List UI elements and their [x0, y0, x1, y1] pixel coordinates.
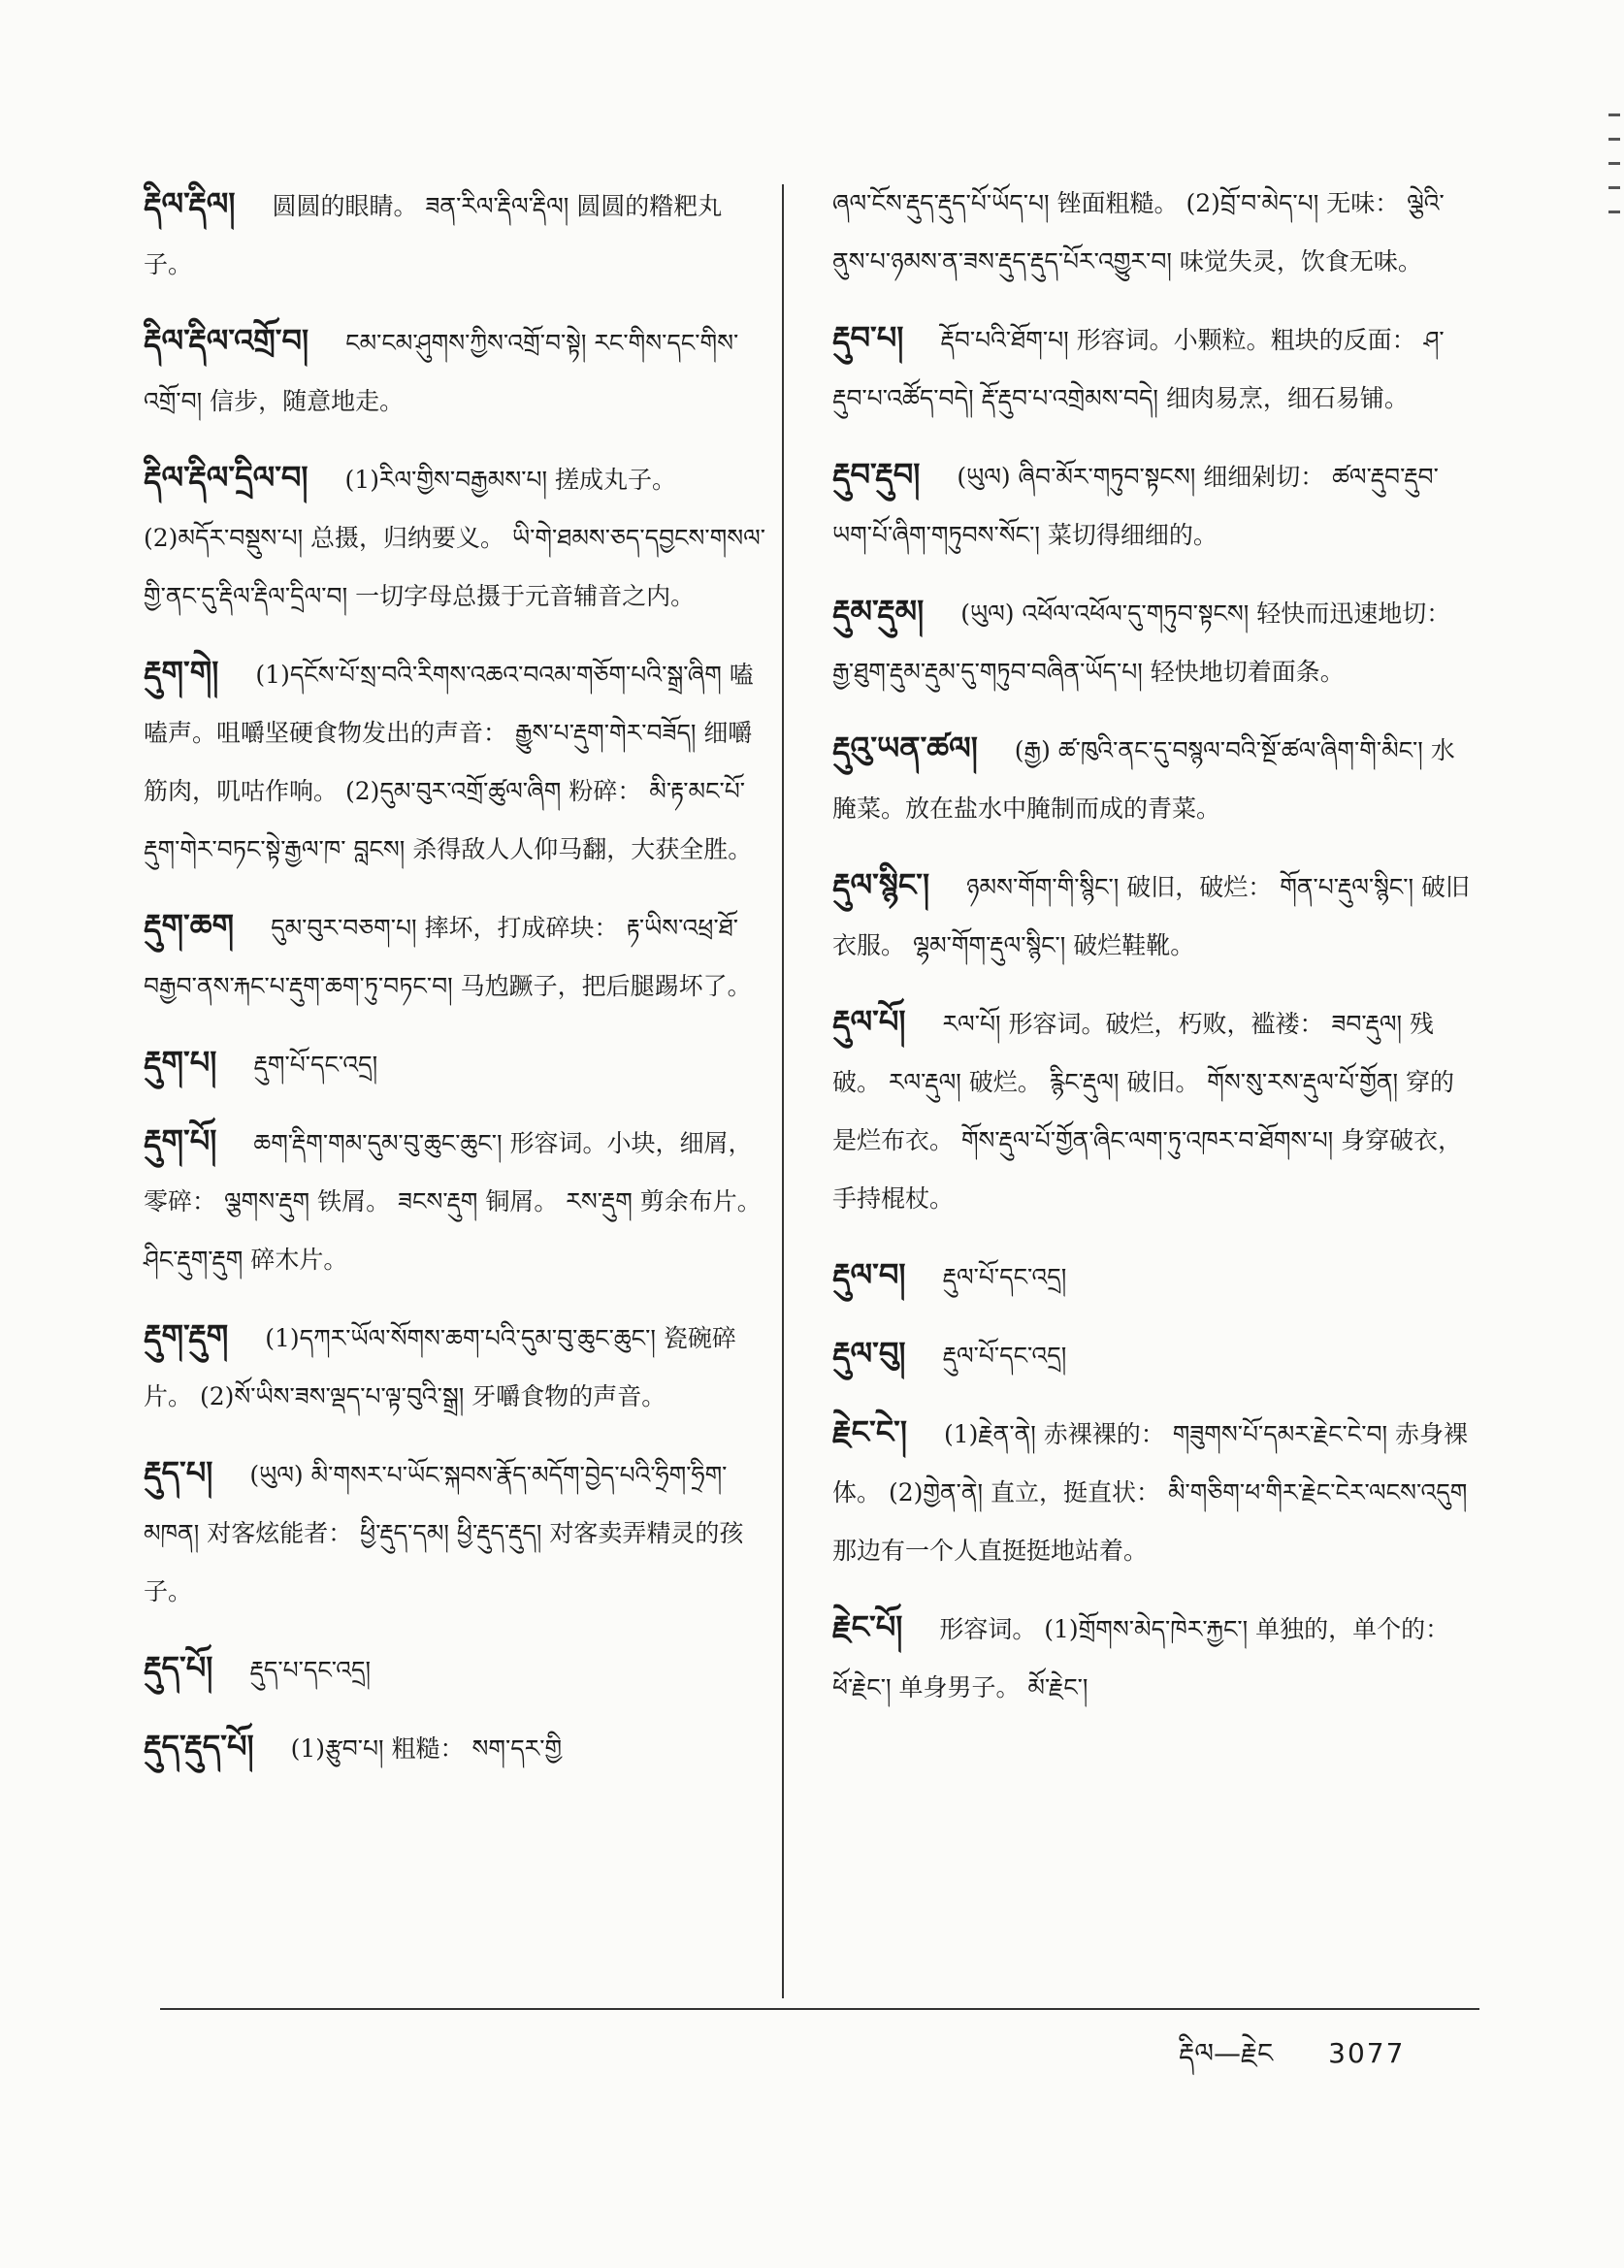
headword: རྡིལ་རྡིལ་དྲིལ་བ།: [144, 459, 309, 496]
dictionary-entry: [144, 643, 769, 879]
definition: རལ་པོ། 形容词。破烂，朽败，褴褛： ཟབ་རྡུལ། 残破。 རལ་རྡུལ། 破烂。 རྙིང་རྡུལ། 破旧。 གོས་སུ་རས་རྡུལ་པོ་གྱོན། 穿的是烂布衣。 གོས་རྡུལ་པོ་གྱོན་ཞིང་ལག་ཏུ་འཁར་བ་ཐོགས་པ། 身穿破衣，手持棍杖。: [832, 1010, 1463, 1213]
dictionary-entry: [832, 582, 1473, 701]
definition: ངམ་ངམ་ཤུགས་ཀྱིས་འགྲོ་བ་སྟེ། རང་གིས་དང་གིས་འགྲོ་བ། 信步，随意地走。: [144, 329, 739, 415]
definition: དུམ་བུར་བཅག་པ། 摔坏，打成碎块： རྟ་ཡིས་འཕྲ་ཐོ་བརྒྱབ་ནས་རྐང་པ་རྡུག་ཆག་ཏུ་བཏང་བ། 马尥蹶子，把后腿踢坏了。: [144, 914, 752, 1000]
dictionary-entry: [144, 175, 769, 294]
headword: རྡུམ་རྡུམ།: [832, 593, 925, 630]
definition: རྡུལ་པོ་དང་འདྲ།: [942, 1263, 1067, 1291]
dictionary-entry: [144, 1638, 769, 1700]
definition: 形容词。 (1)གྲོགས་མེད་ཁེར་རྐྱང་། 单独的，单个的： ཕོ་རྗེང་། 单身男子。 མོ་རྗེང་།: [832, 1615, 1450, 1701]
definition: ཆག་རྡིག་གམ་དུམ་བུ་ཆུང་ཆུང་། 形容词。小块，细屑，零碎： ལྕགས་རྡུག 铁屑。 ཟངས་རྡུག 铜屑。 རས་རྡུག 剪余布片。 ཤིང་རྡུག་རྡུག 碎木片。: [144, 1129, 762, 1274]
dictionary-entry: [832, 308, 1473, 428]
dictionary-entry: [832, 1324, 1473, 1385]
definition: རྡུལ་པོ་དང་འདྲ།: [942, 1342, 1067, 1370]
dictionary-entry: [144, 1307, 769, 1426]
dictionary-entry: [144, 1033, 769, 1094]
headword: རྡུལ་པོ།: [832, 1003, 906, 1040]
page-footer: [1179, 2023, 1405, 2099]
right-column: [832, 175, 1473, 1734]
dictionary-entry: [832, 856, 1473, 975]
definition: ཉམས་གོག་གི་སྙིང་། 破旧，破烂： གོན་པ་རྡུལ་སྙིང་། 破旧衣服。 ལྷམ་གོག་རྡུལ་སྙིང་། 破烂鞋靴。: [832, 873, 1470, 959]
headword: རྡིལ་རྡིལ།: [144, 185, 236, 222]
definition: (1)དཀར་ཡོལ་སོགས་ཆག་པའི་དུམ་བུ་ཆུང་ཆུང་། 瓷碗碎片。 (2)སོ་ཡིས་ཟས་ལྡད་པ་ལྟ་བུའི་སྒྲ། 牙嚼食物的声音。: [144, 1324, 736, 1410]
definition: 圆圆的眼睛。 ཟན་རིལ་རྡིལ་རྡིལ། 圆圆的糌粑丸子。: [144, 192, 723, 278]
headword: རྡུལ་བ།: [832, 1256, 906, 1293]
definition: (1)རིལ་གྱིས་བརྒྱམས་པ། 搓成丸子。 (2)མདོར་བསྡུས་པ། 总摄，归纳要义。 ཡི་གེ་ཐམས་ཅད་དབྱངས་གསལ་གྱི་ནང་དུ་རྡིལ་རྡིལ་དྲིལ་བ། 一切字母总摄于元音辅音之内。: [144, 466, 766, 610]
headword: རྡུལ་བུ།: [832, 1335, 906, 1372]
headword: རྡུད་པོ།: [144, 1649, 213, 1686]
definition: རྡུད་པ་དང་འདྲ།: [249, 1656, 372, 1684]
definition: རྡོབ་པའི་ཐོག་པ། 形容词。小颗粒。粗块的反面： ཤ་རྡུབ་པ་འཚོད་བདེ། རྡོ་རྡུབ་པ་འགྲེམས་བདེ། 细肉易烹，细石易铺。: [832, 326, 1445, 412]
definition: (ཡུལ) འཕོལ་འཕོལ་དུ་གཏུབ་སྟངས། 轻快而迅速地切： རྒྱ་ཐུག་རྡུམ་རྡུམ་དུ་གཏུབ་བཞིན་ཡོད་པ། 轻快地切着面条。: [832, 599, 1451, 686]
page-number: 3077: [1328, 2037, 1406, 2069]
headword: རྡུག་གེ།: [144, 654, 219, 691]
dictionary-entry: [144, 1112, 769, 1289]
headword: རྡུག་ཆག: [144, 907, 235, 944]
headword: རྡུབ་པ།: [832, 319, 904, 356]
definition: རྡུག་པོ་དང་འདྲ།: [253, 1051, 378, 1079]
column-divider: [782, 184, 784, 1998]
definition: (རྒྱ) ཚ་ཁུའི་ནང་དུ་བསྙལ་བའི་སྔོ་ཚལ་ཞིག་གི་མིང་། 水腌菜。放在盐水中腌制而成的青菜。: [832, 736, 1455, 823]
dictionary-entry: [832, 175, 1473, 291]
dictionary-entry: [144, 896, 769, 1016]
definition: (1)རྗེན་ནེ། 赤裸裸的： གཟུགས་པོ་དམར་རྗེང་ངེ་བ། 赤身裸体。 (2)གྱེན་ནེ། 直立，挺直状： མི་གཅིག་ཕ་གིར་རྗེང་ངེར་ལངས་འདུག 那边有一个人直挺挺地站着。: [832, 1420, 1469, 1565]
page-range: རྡིལ—རྗེང: [1179, 2037, 1274, 2069]
definition: ཞལ་ངོས་རྡུད་རྡུད་པོ་ཡོད་པ། 锉面粗糙。 (2)བྲོ་བ་མེད་པ། 无味： ལྕེའི་ནུས་པ་ཉམས་ན་ཟས་རྡུད་རྡུད་པོར་འགྱུར་བ། 味觉失灵，饮食无味。: [832, 189, 1445, 275]
headword: རྡུག་པོ།: [144, 1122, 217, 1159]
definition: (1)རྩུབ་པ། 粗糙： སག་དར་གྱི: [290, 1734, 563, 1763]
headword: རྡུག་པ།: [144, 1044, 217, 1081]
headword: རྗེང་པོ།: [832, 1608, 903, 1645]
dictionary-entry: [832, 719, 1473, 838]
headword: རྗེང་ངེ་།: [832, 1413, 907, 1450]
dictionary-entry: [144, 311, 769, 431]
headword: རྡིལ་རྡིལ་འགྲོ་བ།: [144, 322, 309, 359]
footer-rule: [160, 2008, 1479, 2010]
dictionary-entry: [832, 1246, 1473, 1307]
definition: (1)དངོས་པོ་སྲ་བའི་རིགས་འཆའ་བའམ་གཅོག་པའི་སྒྲ་ཞིག 嗑嗑声。咀嚼坚硬食物发出的声音： རྒྱུས་པ་རྡུག་གེར་བཟོད། 细嚼筋肉，叽咕作响。 (2)དུམ་བུར་འགྲོ་ཚུལ་ཞིག 粉碎： མི་རྟ་མང་པོ་རྡུག་གེར་བཏང་སྟེ་རྒྱལ་ཁ་ བླངས། 杀得敌人人仰马翻，大获全胜。: [144, 661, 754, 863]
dictionary-entry: [832, 992, 1473, 1228]
dictionary-entry: [832, 1403, 1473, 1580]
headword: རྡུག་རྡུག: [144, 1317, 229, 1354]
margin-marks: [1603, 92, 1624, 577]
headword: རྡུལ་སྙིང་།: [832, 866, 930, 903]
definition: (ཡུལ) མི་གསར་པ་ཡོང་སྐབས་རྣོད་མདོག་བྱེད་པའི་ཧྲིག་ཧྲིག་མཁན། 对客炫能者： ཕྱི་རྡུད་དམ། ཕྱི་རྡུད་རྡུད། 对客卖弄精灵的孩子。: [144, 1461, 744, 1605]
definition: (ཡུལ) ཞིབ་མོར་གཏུབ་སྟངས། 细细剁切： ཚལ་རྡུབ་རྡུབ་ཡག་པོ་ཞིག་གཏུབས་སོང་། 菜切得细细的。: [832, 463, 1439, 549]
headword: རྡུའུ་ཡན་ཚལ།: [832, 729, 978, 766]
left-column: [144, 175, 769, 1796]
dictionary-entry: [144, 1717, 769, 1778]
dictionary-entry: [144, 448, 769, 626]
headword: རྡུབ་རྡུབ།: [832, 456, 921, 493]
dictionary-entry: [832, 1598, 1473, 1717]
headword: རྡུད་རྡུད་པོ།: [144, 1728, 254, 1765]
dictionary-entry: [144, 1443, 769, 1621]
dictionary-entry: [832, 445, 1473, 565]
headword: རྡུད་པ།: [144, 1454, 213, 1491]
